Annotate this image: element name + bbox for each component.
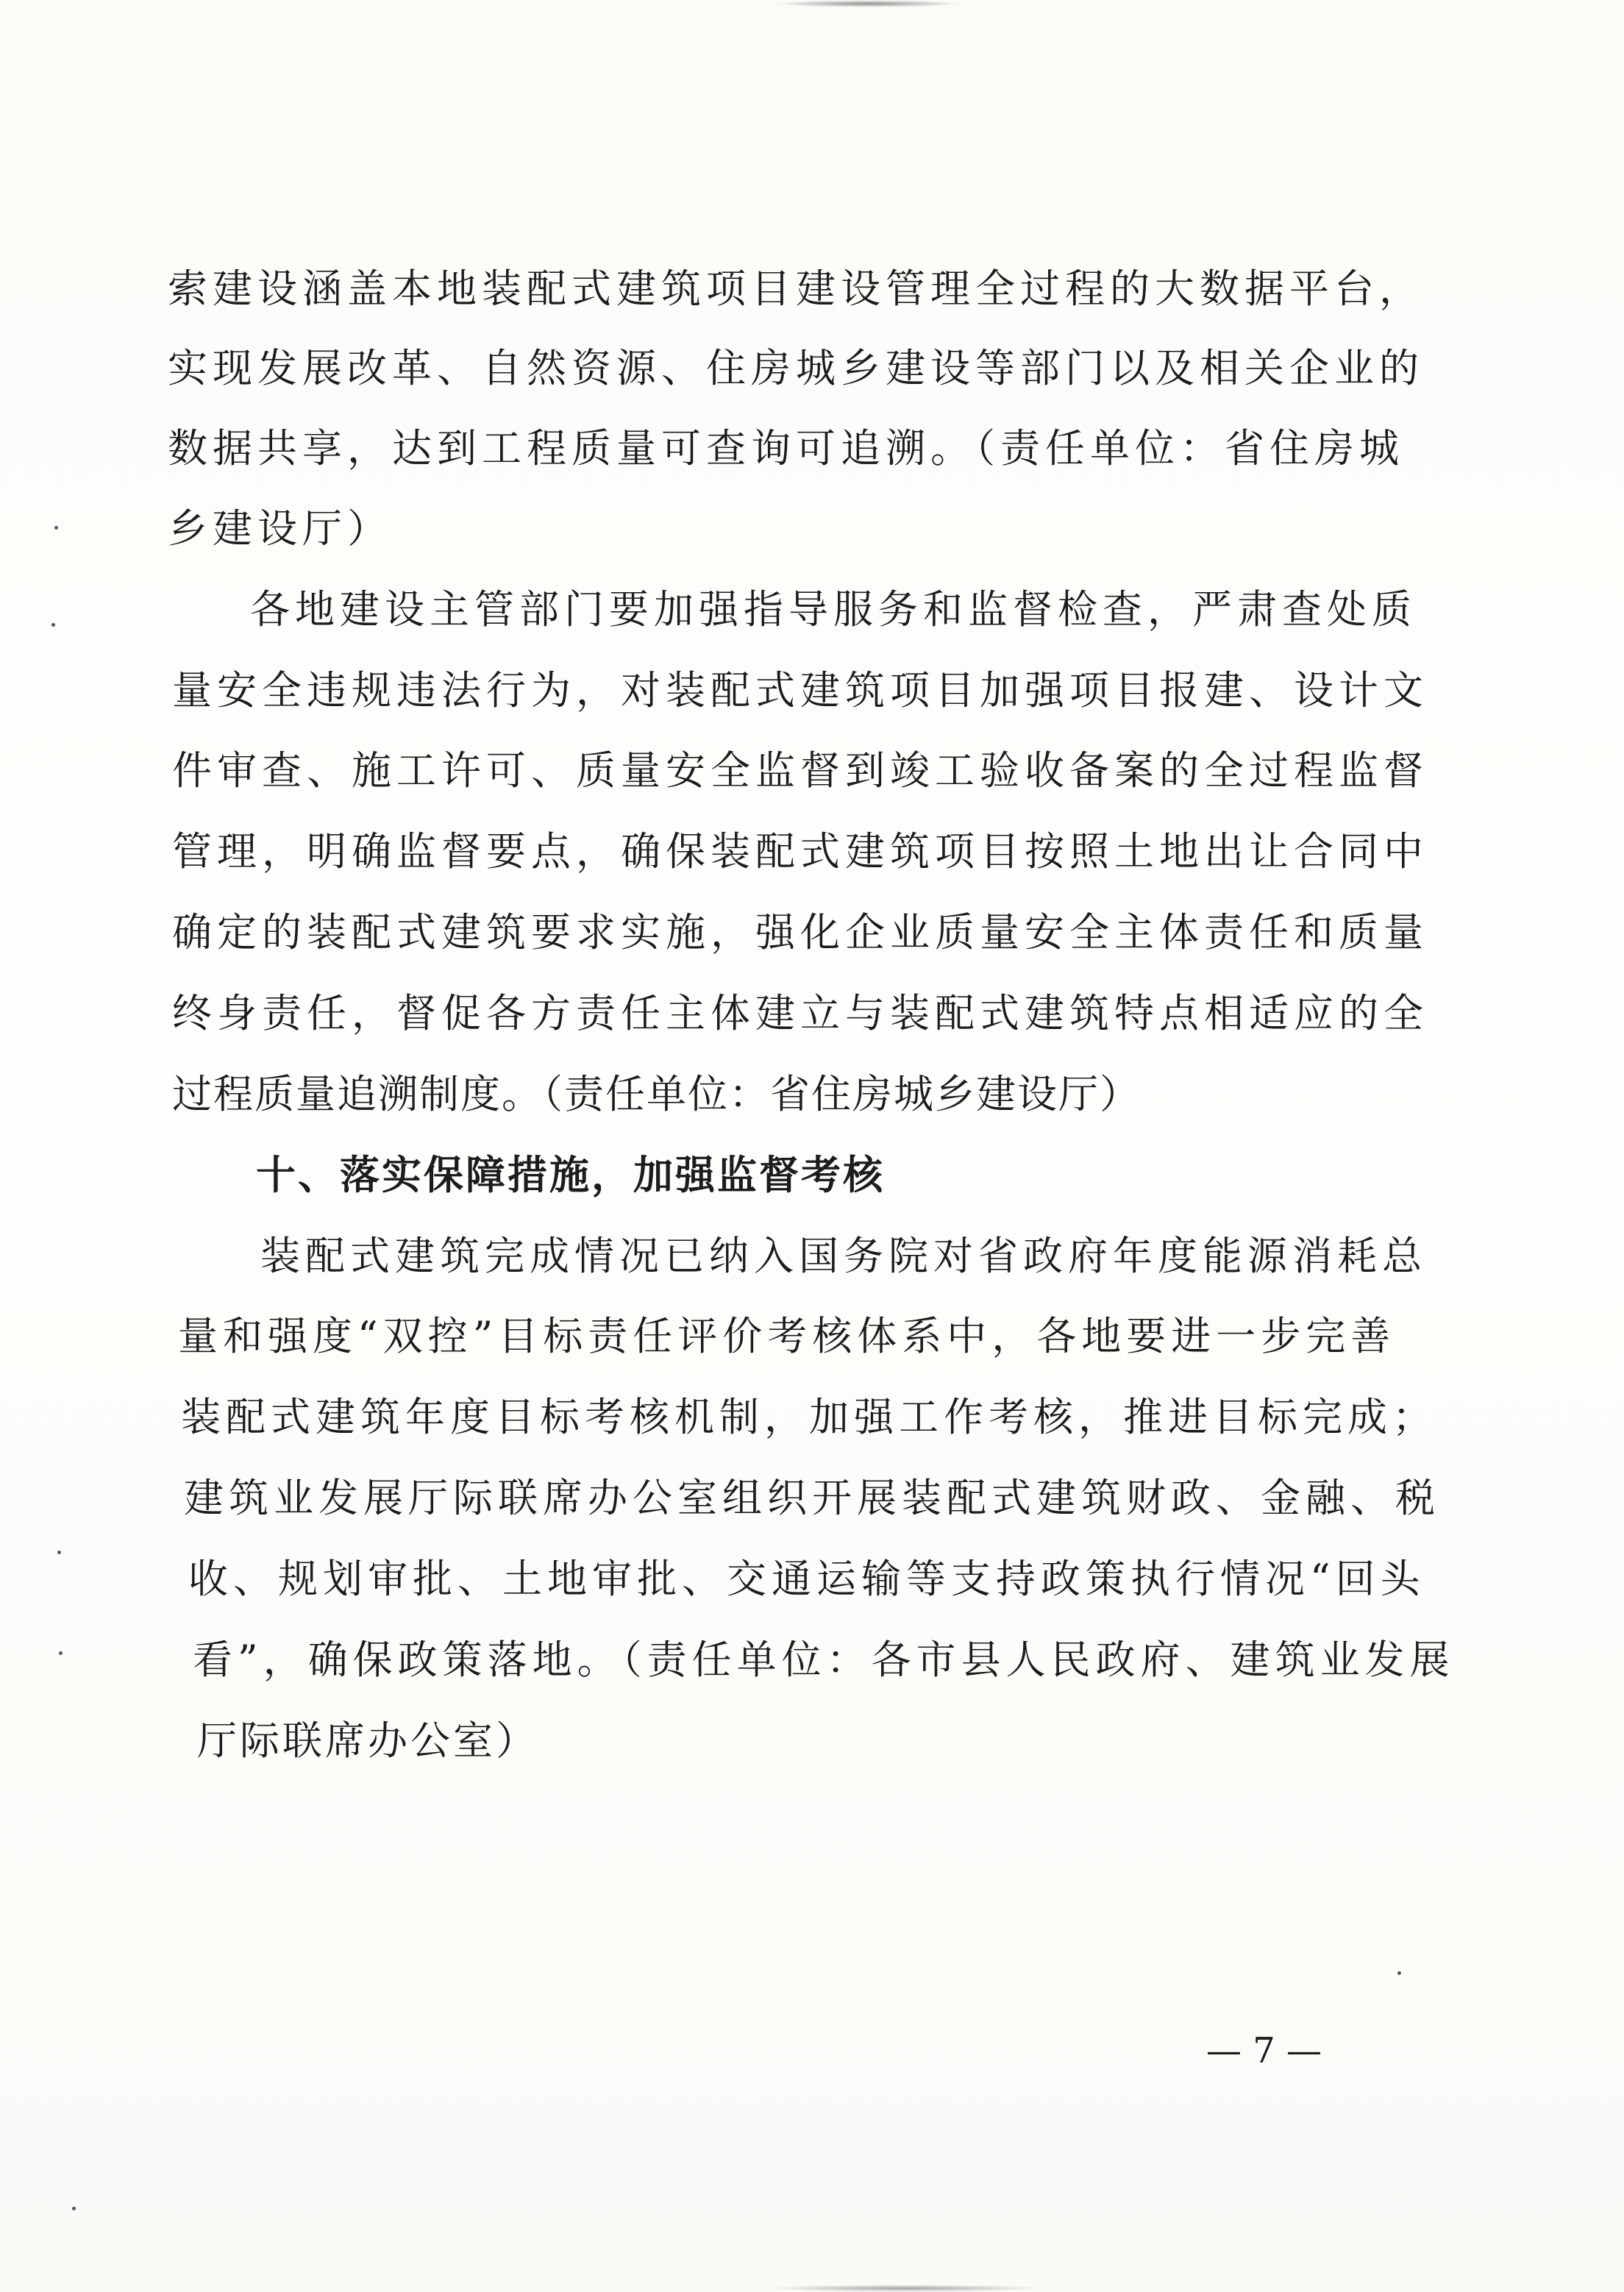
body-text-line: 厅际联席办公室） (197, 1718, 538, 1764)
scan-edge-shadow-top (772, 0, 964, 7)
body-text-line: 件审查、施工许可、质量安全监督到竣工验收备案的全过程监督 (172, 747, 1428, 794)
body-text-line: 终身责任，督促各方责任主体建立与装配式建筑特点相适应的全 (172, 990, 1428, 1036)
scan-speck (59, 1651, 63, 1655)
body-text-line: 量和强度“双控”目标责任评价考核体系中，各地要进一步完善 (178, 1313, 1396, 1359)
scan-speck (1397, 1971, 1401, 1975)
scan-edge-shadow-bottom (765, 2285, 1044, 2292)
scan-speck (57, 1551, 61, 1554)
body-text-line: 装配式建筑年度目标考核机制，加强工作考核，推进目标完成； (181, 1394, 1437, 1440)
body-text-line: 数据共享，达到工程质量可查询可追溯。（责任单位：省住房城 (168, 425, 1404, 471)
body-text-line: 收、规划审批、土地审批、交通运输等支持政策执行情况“回头 (188, 1556, 1425, 1602)
body-text-line: 乡建设厅） (168, 505, 392, 552)
body-text-line: 各地建设主管部门要加强指导服务和监督检查，严肃查处质 (250, 586, 1417, 633)
page-number: — 7 — (1206, 2030, 1322, 2071)
section-heading: 十、落实保障措施，加强监督考核 (256, 1152, 885, 1198)
body-text-line: 建筑业发展厅际联席办公室组织开展装配式建筑财政、金融、税 (184, 1475, 1440, 1521)
scan-speck (54, 526, 58, 530)
scan-speck (51, 623, 55, 627)
body-text-line: 管理，明确监督要点，确保装配式建筑项目按照土地出让合同中 (172, 828, 1428, 875)
body-text-line: 看”，确保政策落地。（责任单位：各市县人民政府、建筑业发展 (193, 1637, 1455, 1683)
body-text-line: 确定的装配式建筑要求实施，强化企业质量安全主体责任和质量 (172, 909, 1428, 955)
body-text-line: 实现发展改革、自然资源、住房城乡建设等部门以及相关企业的 (168, 345, 1424, 391)
body-text-line: 索建设涵盖本地装配式建筑项目建设管理全过程的大数据平台， (168, 266, 1424, 312)
body-text-line: 量安全违规违法行为，对装配式建筑项目加强项目报建、设计文 (172, 667, 1428, 713)
scan-speck (72, 2207, 76, 2210)
body-text-line: 过程质量追溯制度。（责任单位：省住房城乡建设厅） (172, 1071, 1141, 1117)
body-text-line: 装配式建筑完成情况已纳入国务院对省政府年度能源消耗总 (260, 1233, 1427, 1279)
